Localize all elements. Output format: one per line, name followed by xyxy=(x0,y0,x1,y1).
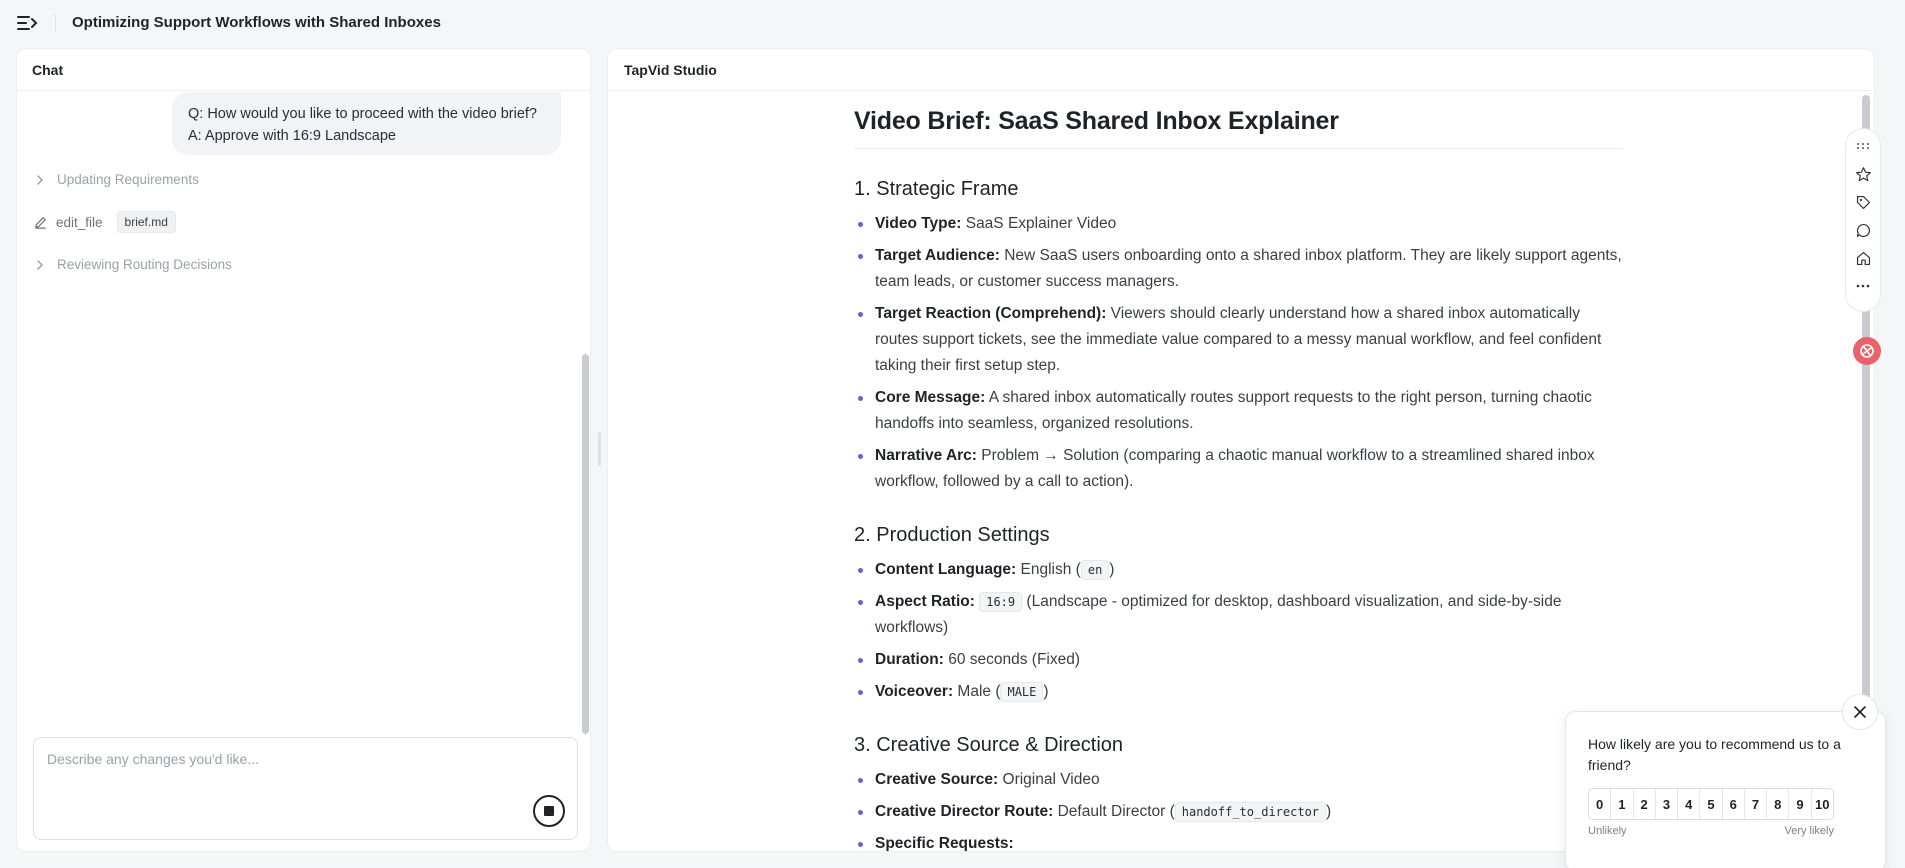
nps-score-0[interactable]: 0 xyxy=(1589,789,1611,819)
brief-document xyxy=(854,107,1623,852)
assistant-avatar-icon[interactable] xyxy=(1853,337,1881,365)
nps-score-10[interactable]: 10 xyxy=(1815,796,1830,812)
section-list xyxy=(854,211,1623,495)
list-item: Voiceover: Male ( MALE ) xyxy=(854,679,1623,705)
nps-score-5[interactable]: 5 xyxy=(1700,789,1722,819)
nps-score-6[interactable]: 6 xyxy=(1723,789,1745,819)
list-item: Target Reaction (Comprehend): Viewers should clearly understand how a shared inbox automatically routes support tickets, see the immediate value compared to a messy manual workflow, and feel confident taking their first setup step. xyxy=(854,301,1623,379)
step-label: Reviewing Routing Decisions xyxy=(57,257,232,272)
nps-score-9[interactable]: 9 xyxy=(1789,789,1811,819)
nps-high-label: Very likely xyxy=(1784,825,1834,837)
nps-scale xyxy=(1588,788,1834,820)
nps-question: How likely are you to recommend us to a friend? xyxy=(1588,736,1841,773)
nps-score-3[interactable]: 3 xyxy=(1656,789,1678,819)
doc-title: Video Brief: SaaS Shared Inbox Explainer xyxy=(854,107,1623,149)
page-title: Optimizing Support Workflows with Shared Inboxes xyxy=(72,14,441,31)
panel-resize-handle[interactable] xyxy=(598,432,601,466)
nps-low-label: Unlikely xyxy=(1588,825,1627,837)
header-divider xyxy=(55,14,56,32)
nps-score-7[interactable]: 7 xyxy=(1745,789,1767,819)
list-item: Creative Source: Original Video xyxy=(854,767,1623,793)
edit-file-row xyxy=(33,211,176,233)
home-icon[interactable] xyxy=(1854,249,1872,267)
star-icon[interactable] xyxy=(1854,165,1872,183)
pencil-icon xyxy=(33,215,48,230)
file-pill[interactable]: brief.md xyxy=(117,211,176,233)
step-reviewing-routing[interactable] xyxy=(33,257,232,272)
step-label: Updating Requirements xyxy=(57,172,199,187)
close-survey-button[interactable] xyxy=(1842,694,1878,730)
chevron-right-icon xyxy=(33,173,47,187)
list-item: Target Audience: New SaaS users onboarding onto a shared inbox platform. They are likely support agents, team leads, or customer success managers. xyxy=(854,243,1623,295)
section-heading: 1. Strategic Frame xyxy=(854,178,1019,200)
section-list xyxy=(854,767,1623,852)
chat-panel xyxy=(16,48,591,852)
inline-code: MALE xyxy=(1000,682,1043,702)
sidebar-toggle-icon[interactable] xyxy=(16,13,40,33)
close-icon xyxy=(1853,705,1867,719)
section-heading: 3. Creative Source & Direction xyxy=(854,734,1124,756)
stop-icon xyxy=(544,806,554,816)
top-bar xyxy=(0,0,1905,46)
list-item: Duration: 60 seconds (Fixed) xyxy=(854,647,1623,673)
chat-question: Q: How would you like to proceed with the video brief? xyxy=(188,106,537,122)
inline-code: 16:9 xyxy=(979,592,1022,612)
nps-scale-labels xyxy=(1588,825,1834,837)
list-item: Video Type: SaaS Explainer Video xyxy=(854,211,1623,237)
list-item: Content Language: English ( en ) xyxy=(854,557,1623,583)
chevron-right-icon xyxy=(33,258,47,272)
list-item: Specific Requests: xyxy=(854,831,1623,852)
step-updating-requirements[interactable] xyxy=(33,172,199,187)
nps-score-4[interactable]: 4 xyxy=(1678,789,1700,819)
grip-icon[interactable] xyxy=(1854,137,1872,155)
list-item: Creative Director Route: Default Director ( handoff_to_director ) xyxy=(854,799,1623,825)
list-item: Aspect Ratio: 16:9 (Landscape - optimized for desktop, dashboard visualization, and side-by-side workflows) xyxy=(854,589,1623,641)
chat-input[interactable] xyxy=(33,737,578,840)
chat-scrollbar-thumb[interactable] xyxy=(582,354,589,734)
more-icon[interactable] xyxy=(1854,277,1872,295)
nps-score-1[interactable]: 1 xyxy=(1611,789,1633,819)
stop-generation-button[interactable] xyxy=(533,795,565,827)
chat-message-bubble xyxy=(172,92,561,155)
list-item: Core Message: A shared inbox automatically routes support requests to the right person, turning chaotic handoffs into seamless, organized resolutions. xyxy=(854,385,1623,437)
tool-rail xyxy=(1845,128,1881,312)
nps-survey xyxy=(1565,711,1886,868)
edit-action-label: edit_file xyxy=(56,214,103,230)
list-item: Narrative Arc: Problem → Solution (comparing a chaotic manual workflow to a streamlined shared inbox workflow, followed by a call to action). xyxy=(854,443,1623,495)
inline-code: en xyxy=(1081,560,1109,580)
studio-panel-title: TapVid Studio xyxy=(608,49,1874,91)
chat-panel-title: Chat xyxy=(17,49,590,91)
nps-score-8[interactable]: 8 xyxy=(1767,789,1789,819)
chat-answer: A: Approve with 16:9 Landscape xyxy=(188,128,396,144)
chat-input-placeholder: Describe any changes you'd like... xyxy=(47,751,260,767)
tag-icon[interactable] xyxy=(1854,193,1872,211)
comment-icon[interactable] xyxy=(1854,221,1872,239)
inline-code: handoff_to_director xyxy=(1175,802,1326,822)
nps-score-2[interactable]: 2 xyxy=(1634,789,1656,819)
section-heading: 2. Production Settings xyxy=(854,524,1050,546)
section-list xyxy=(854,557,1623,705)
